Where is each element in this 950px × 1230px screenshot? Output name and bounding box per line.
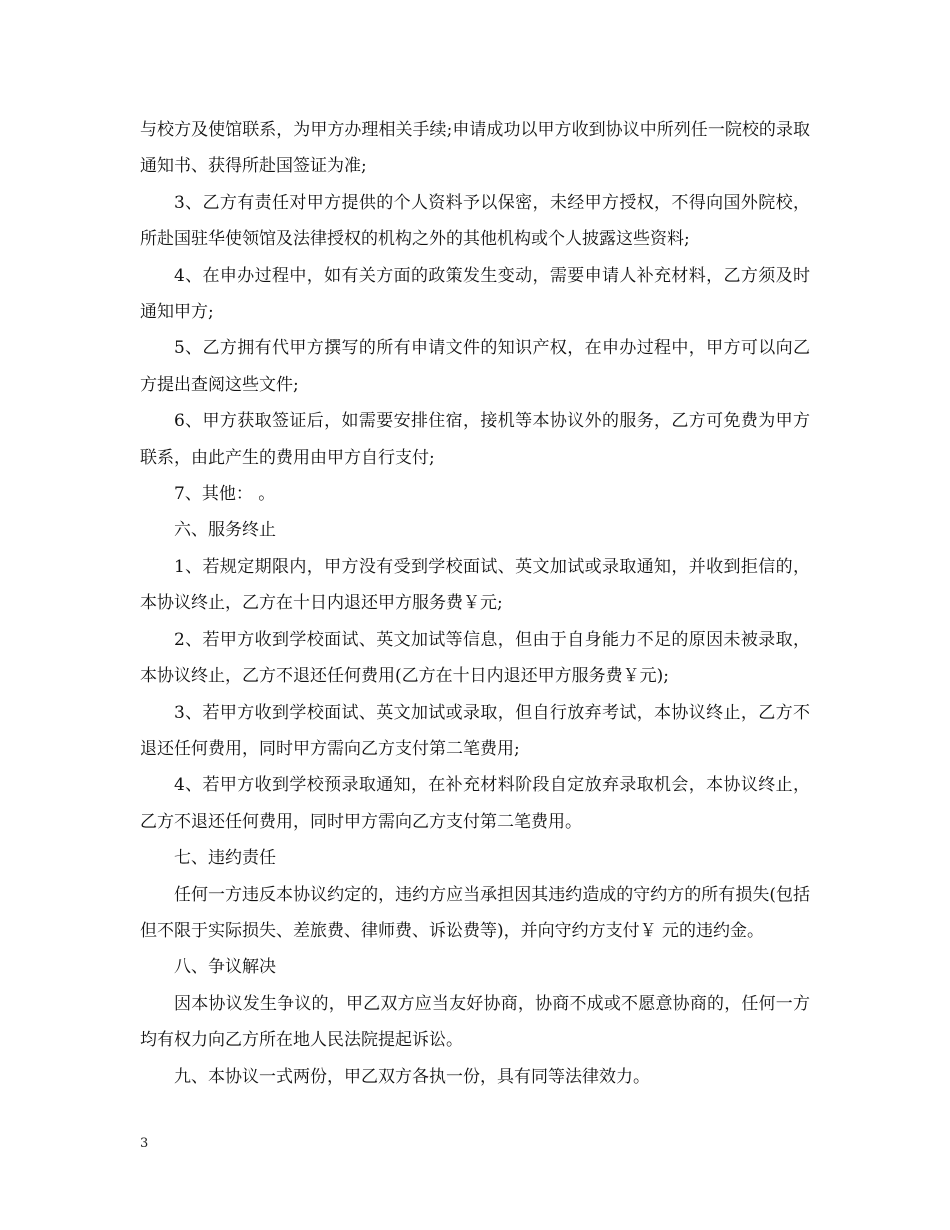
section-heading: 七、违约责任 xyxy=(174,848,276,869)
paragraph: 任何一方违反本协议约定的，违约方应当承担因其违约造成的守约方的所有损失(包括但不限于实际损失、差旅费、律师费、诉讼费等)，并向守约方支付￥ 元的违约金。 xyxy=(140,884,810,941)
paragraph: 3、乙方有责任对甲方提供的个人资料予以保密，未经甲方授权，不得向国外院校，所赴国驻华使领馆及法律授权的机构之外的其他机构或个人披露这些资料; xyxy=(140,192,810,250)
paragraph: 1、若规定期限内，甲方没有受到学校面试、英文加试或录取通知，并收到拒信的，本协议终止，乙方在十日内退还甲方服务费￥元; xyxy=(140,556,810,614)
paragraph: 与校方及使馆联系，为甲方办理相关手续;申请成功以甲方收到协议中所列任一院校的录取通知书、获得所赴国签证为准; xyxy=(140,120,810,177)
paragraph: 4、若甲方收到学校预录取通知，在补充材料阶段自定放弃录取机会，本协议终止，乙方不退还任何费用，同时甲方需向乙方支付第二笔费用。 xyxy=(140,775,810,832)
paragraph: 6、甲方获取签证后，如需要安排住宿，接机等本协议外的服务，乙方可免费为甲方联系，由此产生的费用由甲方自行支付; xyxy=(140,411,810,468)
paragraph: 4、在申办过程中，如有关方面的政策发生变动，需要申请人补充材料，乙方须及时通知甲方; xyxy=(140,265,810,323)
paragraph: 2、若甲方收到学校面试、英文加试等信息，但由于自身能力不足的原因未被录取，本协议终止，乙方不退还任何费用(乙方在十日内退还甲方服务费￥元); xyxy=(140,629,810,687)
paragraph: 3、若甲方收到学校面试、英文加试或录取，但自行放弃考试，本协议终止，乙方不退还任何费用，同时甲方需向乙方支付第二笔费用; xyxy=(140,702,810,759)
section-heading: 六、服务终止 xyxy=(174,520,276,541)
paragraph: 5、乙方拥有代甲方撰写的所有申请文件的知识产权，在申办过程中，甲方可以向乙方提出查阅这些文件; xyxy=(140,338,810,395)
page-number: 3 xyxy=(140,1136,149,1151)
section-heading: 八、争议解决 xyxy=(174,957,276,978)
paragraph: 因本协议发生争议的，甲乙双方应当友好协商，协商不成或不愿意协商的，任何一方均有权力向乙方所在地人民法院提起诉讼。 xyxy=(140,993,810,1051)
paragraph: 7、其他： 。 xyxy=(174,484,276,505)
document-body xyxy=(140,112,810,1095)
paragraph: 九、本协议一式两份，甲乙双方各执一份，具有同等法律效力。 xyxy=(174,1066,650,1087)
